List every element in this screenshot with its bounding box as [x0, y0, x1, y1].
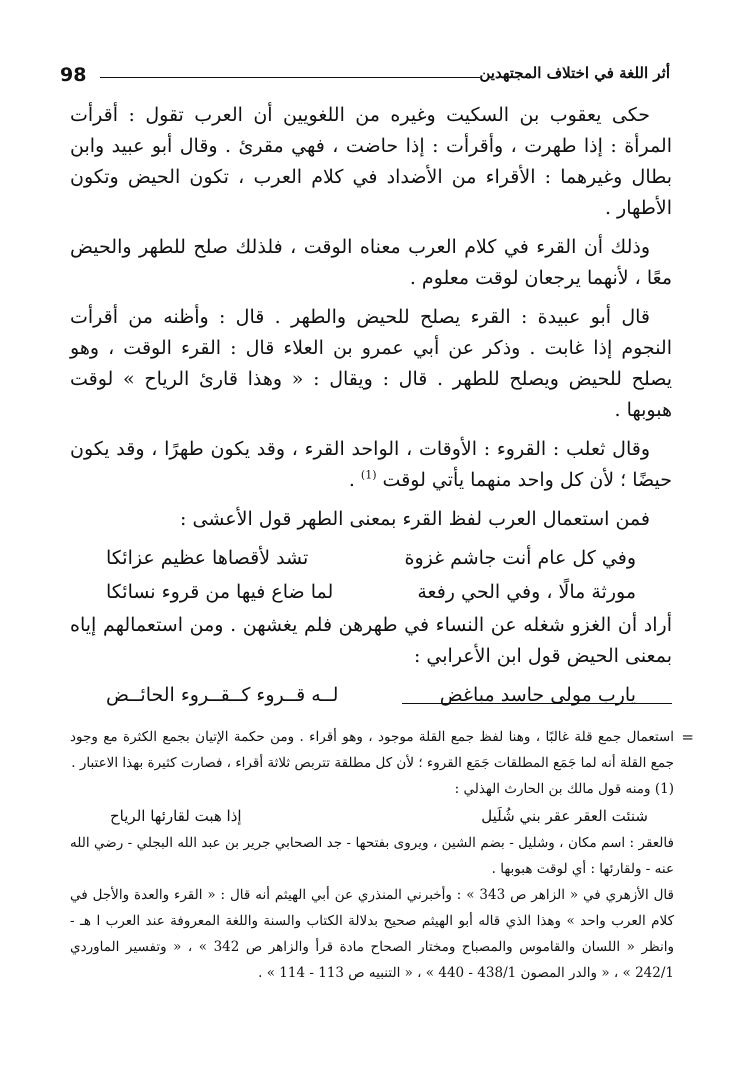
paragraph-4	[70, 434, 672, 496]
continuation-mark: =	[681, 728, 694, 746]
footnote-verse-first: شنئت العقر عقر بني شُلَيل	[481, 807, 648, 825]
verse-1-first-hemistich: وفي كل عام أنت جاشم غزوة	[404, 547, 636, 569]
paragraph-4-end: .	[348, 469, 361, 491]
running-title: أثر اللغة في اختلاف المجتهدين	[479, 64, 670, 82]
verse-2-first-hemistich: مورثة مالًا ، وفي الحي رفعة	[417, 581, 636, 603]
footnote-verse	[70, 802, 674, 830]
paragraph-2: وذلك أن القرء في كلام العرب معناه الوقت ، فلذلك صلح للطهر والحيض معًا ، لأنهما يرجعان لوقت معلوم .	[70, 236, 672, 289]
header-rule	[100, 77, 480, 78]
verse-1-second-hemistich: تشد لأقصاها عظيم عزائكا	[106, 547, 309, 569]
verse-3-second-hemistich: لــه قــروء كــقــروء الحائــض	[106, 684, 339, 706]
paragraph-4-text: وقال ثعلب : القروء : الأوقات ، الواحد القرء ، وقد يكون طهرًا ، وقد يكون حيضًا ؛ لأن كل واحد منهما يأتي لوقت	[70, 438, 672, 491]
footnote-1-intro: (1) ومنه قول مالك بن الحارث الهذلي :	[454, 781, 674, 797]
verse-line-1	[70, 543, 672, 574]
footnote-continued: استعمال جمع قلة غالبًا ، وهنا لفظ جمع القلة موجود ، وهو أقراء . ومن حكمة الإتيان بجمع الكثرة مع وجود جمع القلة أنه لما جَمَع المطلقات جَمَع القروء ؛ لأن كل مطلقة تتربص ثلاثة أقراء ، فصارت كثيرة بهذا الاعتبار .	[70, 729, 674, 771]
footnote-1-sources: قال الأزهري في « الزاهر ص 343 » : وأخبرني المنذري عن أبي الهيثم أنه قال : « القرء والعدة والأجل في كلام العرب واحد » وهذا الذي قاله أبو الهيثم صحيح بدلالة الكتاب والسنة واللغة المعروفة عند العرب ا هـ - وانظر « اللسان والقاموس والمصباح ومختار الصحاح مادة قرأ والزاهر ص 342 » ، « وتفسير الماوردي 242/1 » ، « والدر المصون 438/1 - 440 » ، « التنبيه ص 113 - 114 » .	[70, 887, 674, 981]
paragraph-3: قال أبو عبيدة : القرء يصلح للحيض والطهر . قال : وأظنه من أقرأت النجوم إذا غابت . وذكر عن أبي عمرو بن العلاء قال : القرء الوقت ، وهو يصلح للحيض ويصلح للطهر . قال : ويقال : « وهذا قارئ الرياح » لوقت هبوبها .	[70, 306, 672, 421]
page-number: 98	[60, 64, 87, 86]
footnote-separator	[402, 703, 672, 704]
page-header	[60, 62, 670, 94]
verse-2-second-hemistich: لما ضاع فيها من قروء نسائكا	[106, 581, 334, 603]
footnote-verse-second: إذا هبت لقارئها الرياح	[110, 807, 242, 825]
paragraph-1: حكى يعقوب بن السكيت وغيره من اللغويين أن العرب تقول : أقرأت المرأة : إذا طهرت ، وأقرأت : إذا حاضت ، فهي مقرئ . وقال أبو عبيد وابن بطال وغيرهما : الأقراء من الأضداد في كلام العرب ، تكون الحيض وتكون الأطهار .	[70, 104, 672, 219]
paragraph-5: فمن استعمال العرب لفظ القرء بمعنى الطهر قول الأعشى :	[180, 508, 650, 530]
paragraph-6: أراد أن الغزو شغله عن النساء في طهرهن فلم يغشهن . ومن استعمالهم إياه بمعنى الحيض قول ابن الأعرابي :	[70, 614, 672, 667]
verse-line-2	[70, 577, 672, 608]
footnote-ref-1: (1)	[360, 468, 377, 482]
main-text	[70, 100, 672, 713]
footnotes	[70, 724, 694, 986]
verse-line-3	[70, 680, 672, 711]
verse-3-first-hemistich: يارب مولى حاسد مباغض	[439, 684, 636, 706]
footnote-1-explanation: فالعقر : اسم مكان ، وشليل - بضم الشين ، ويروى بفتحها - جد الصحابي جرير بن عبد الله البجلي - رضي الله عنه - ولقارئها : أي لوقت هبوبها .	[70, 835, 674, 877]
